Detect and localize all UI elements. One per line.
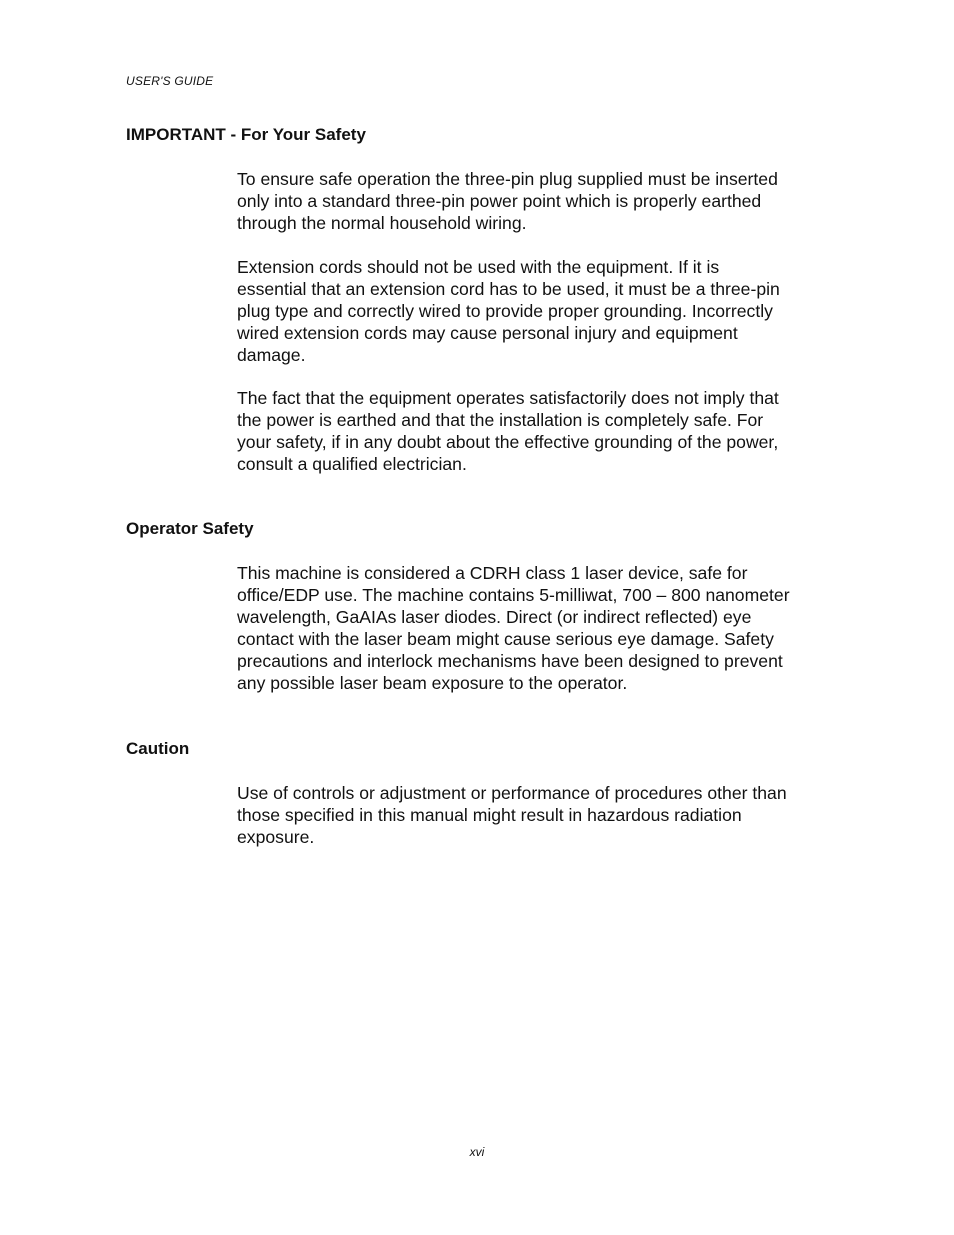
heading-important-safety: IMPORTANT - For Your Safety — [126, 125, 366, 144]
paragraph-caution-radiation: Use of controls or adjustment or performance of procedures other than those specified in this manual might result in hazardous radiation exposure. — [237, 783, 787, 847]
paragraph-grounding: The fact that the equipment operates satisfactorily does not imply that the power is earthed and that the installation is completely safe. For your safety, if in any doubt about the effective grounding of the power, consult a qualified electrician. — [237, 388, 779, 474]
heading-caution: Caution — [126, 739, 190, 758]
paragraph-extension-cords: Extension cords should not be used with the equipment. If it is essential that an extension cord has to be used, it must be a three-pin plug type and correctly wired to provide proper grounding. Incorrectly wired extension cords may cause personal injury and equipment damage. — [237, 257, 780, 365]
paragraph-three-pin-plug: To ensure safe operation the three-pin plug supplied must be inserted only into a standard three-pin power point which is properly earthed through the normal household wiring. — [237, 169, 778, 233]
paragraph-laser-device: This machine is considered a CDRH class 1 laser device, safe for office/EDP use. The machine contains 5-milliwat, 700 – 800 nanometer wavelength, GaAIAs laser diodes. Direct (or indirect reflected) eye contact with the laser beam might cause serious eye damage. Safety precautions and interlock mechanisms have been designed to prevent any possible laser beam exposure to the operator. — [237, 563, 790, 693]
heading-operator-safety: Operator Safety — [126, 519, 254, 538]
running-header: USER'S GUIDE — [126, 74, 214, 88]
page-number: xvi — [469, 1145, 485, 1159]
